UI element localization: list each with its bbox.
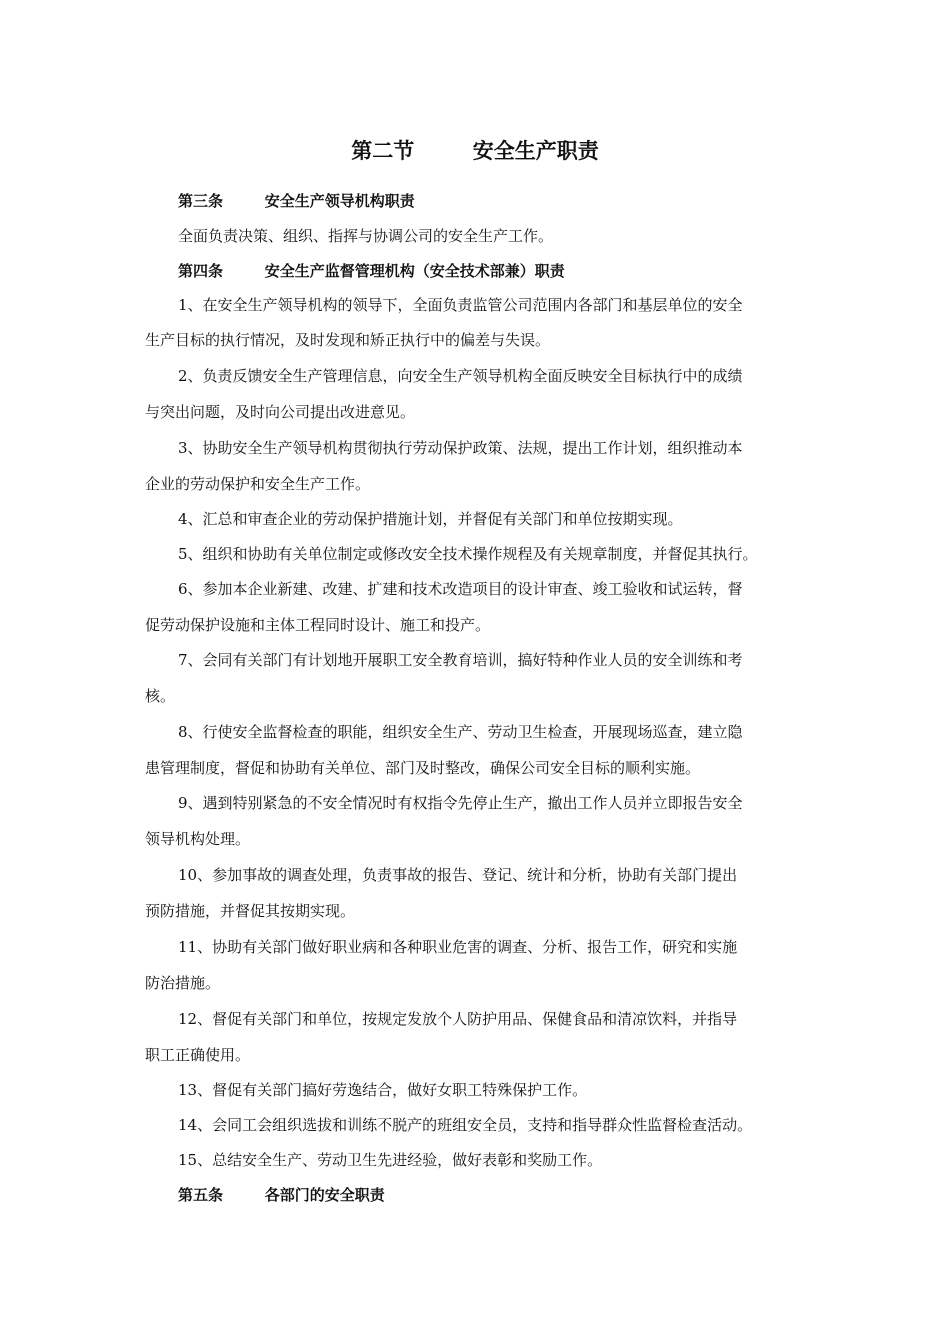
paragraph-line: 领导机构处理。: [145, 830, 251, 848]
paragraph-line: 10、参加事故的调查处理，负责事故的报告、登记、统计和分析，协助有关部门提出: [178, 866, 738, 884]
paragraph-line: 9、遇到特别紧急的不安全情况时有权指令先停止生产，撤出工作人员并立即报告安全: [178, 794, 743, 812]
article-heading-4: 第四条 安全生产监督管理机构（安全技术部兼）职责: [178, 262, 565, 280]
paragraph-line: 1、在安全生产领导机构的领导下，全面负责监管公司范围内各部门和基层单位的安全: [178, 296, 743, 314]
article-heading-3: 第三条 安全生产领导机构职责: [178, 192, 415, 210]
paragraph-line: 与突出问题，及时向公司提出改进意见。: [145, 403, 416, 421]
paragraph-line: 生产目标的执行情况，及时发现和矫正执行中的偏差与失误。: [145, 331, 551, 349]
paragraph-line: 11、协助有关部门做好职业病和各种职业危害的调查、分析、报告工作，研究和实施: [178, 938, 738, 956]
article-heading-5: 第五条 各部门的安全职责: [178, 1186, 385, 1204]
paragraph-line: 7、会同有关部门有计划地开展职工安全教育培训，搞好特种作业人员的安全训练和考: [178, 651, 743, 669]
paragraph-line: 8、行使安全监督检查的职能，组织安全生产、劳动卫生检查，开展现场巡查，建立隐: [178, 723, 743, 741]
paragraph-line: 5、组织和协助有关单位制定或修改安全技术操作规程及有关规章制度，并督促其执行。: [178, 545, 758, 563]
paragraph-line: 15、总结安全生产、劳动卫生先进经验，做好表彰和奖励工作。: [178, 1151, 603, 1169]
paragraph-line: 14、会同工会组织选拔和训练不脱产的班组安全员，支持和指导群众性监督检查活动。: [178, 1116, 753, 1134]
paragraph-line: 防治措施。: [145, 974, 221, 992]
paragraph-line: 预防措施，并督促其按期实现。: [145, 902, 356, 920]
paragraph-line: 6、参加本企业新建、改建、扩建和技术改造项目的设计审查、竣工验收和试运转，督: [178, 580, 743, 598]
paragraph-line: 全面负责决策、组织、指挥与协调公司的安全生产工作。: [178, 227, 554, 245]
section-title: 第二节 安全生产职责: [351, 139, 599, 163]
paragraph-line: 3、协助安全生产领导机构贯彻执行劳动保护政策、法规，提出工作计划，组织推动本: [178, 439, 743, 457]
paragraph-line: 促劳动保护设施和主体工程同时设计、施工和投产。: [145, 616, 491, 634]
paragraph-line: 核。: [145, 687, 176, 705]
paragraph-line: 职工正确使用。: [145, 1046, 251, 1064]
paragraph-line: 企业的劳动保护和安全生产工作。: [145, 475, 371, 493]
paragraph-line: 4、汇总和审查企业的劳动保护措施计划，并督促有关部门和单位按期实现。: [178, 510, 683, 528]
paragraph-line: 患管理制度，督促和协助有关单位、部门及时整改，确保公司安全目标的顺利实施。: [145, 759, 701, 777]
paragraph-line: 12、督促有关部门和单位，按规定发放个人防护用品、保健食品和清凉饮料，并指导: [178, 1010, 738, 1028]
paragraph-line: 13、督促有关部门搞好劳逸结合，做好女职工特殊保护工作。: [178, 1081, 588, 1099]
paragraph-line: 2、负责反馈安全生产管理信息，向安全生产领导机构全面反映安全目标执行中的成绩: [178, 367, 743, 385]
